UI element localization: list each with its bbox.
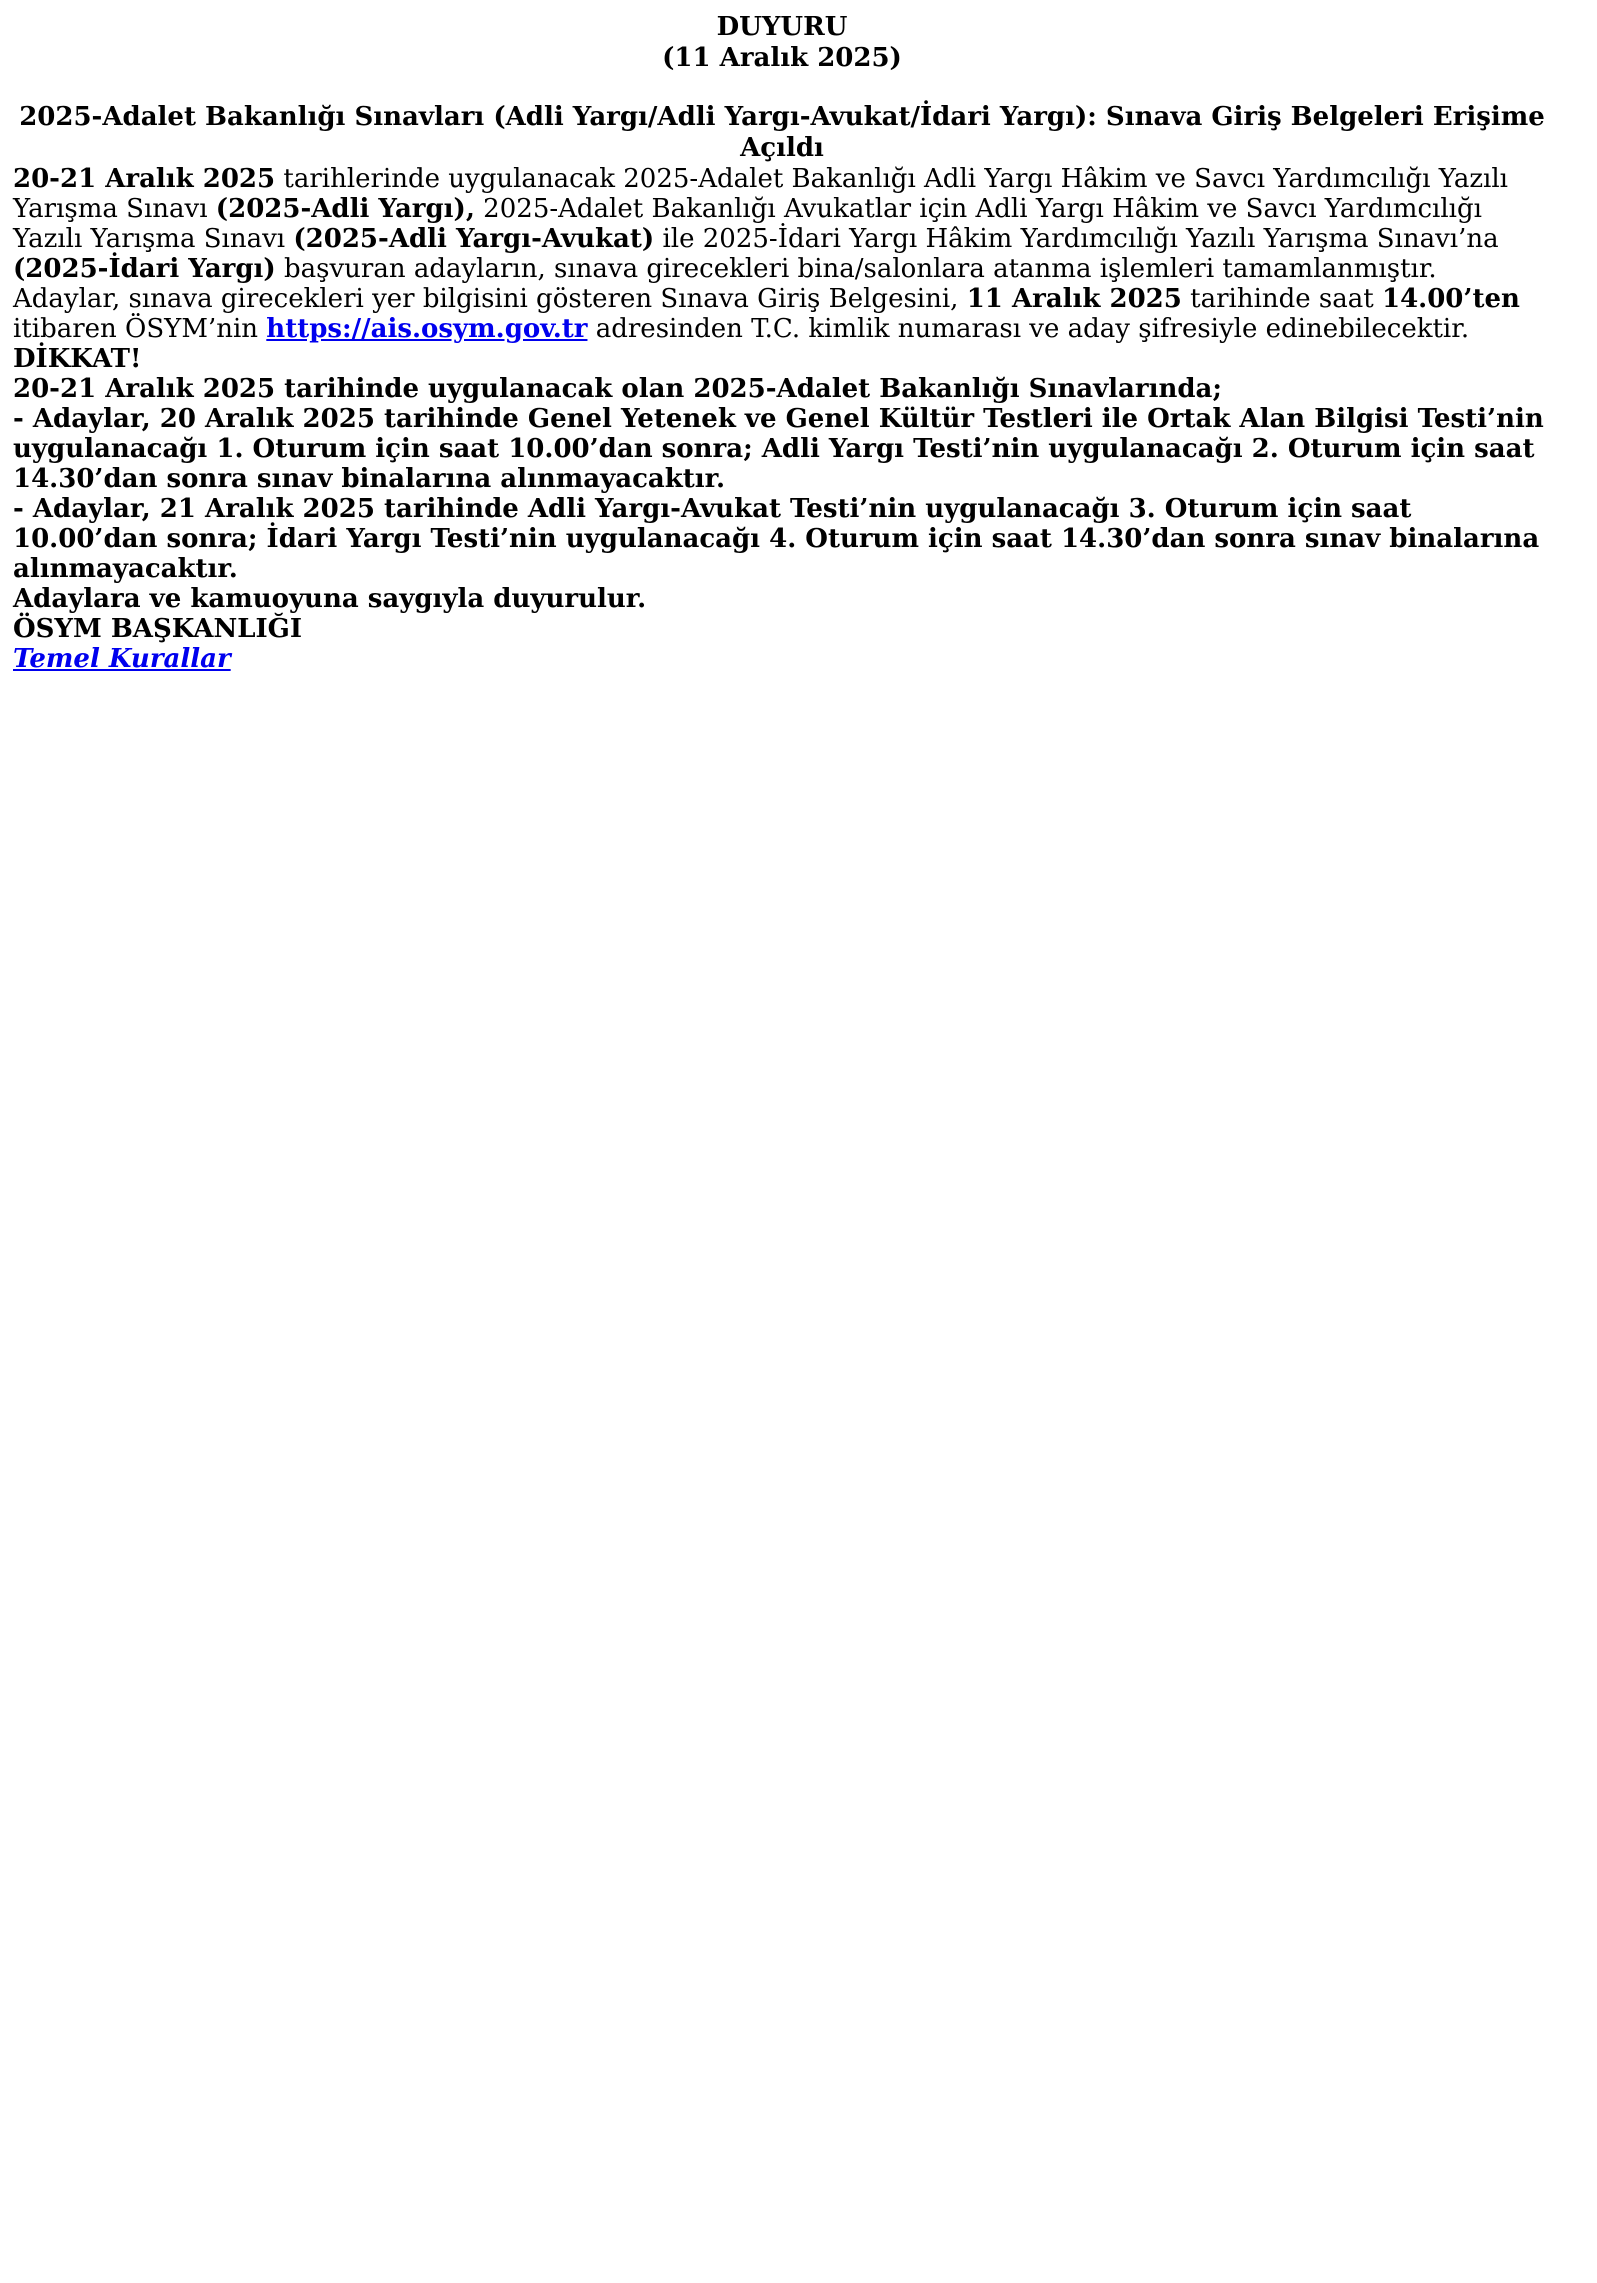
rule-day-1: - Adaylar, 20 Aralık 2025 tarihinde Genel Yetenek ve Genel Kültür Testleri ile Ortak Alan Bilgisi Testi’nin uygulanacağı 1. Oturum için saat 10.00’dan sonra; Adli Yargı Testi’nin uygulanacağı 2. Oturum için saat 14.30’dan sonra sınav binalarına alınmayacaktır.	[13, 404, 1544, 494]
announcement-title: DUYURU	[716, 12, 848, 42]
para1-text-3: ile 2025-İdari Yargı Hâkim Yardımcılığı Yazılı Yarışma Sınavı’na	[654, 224, 1499, 254]
para1-text-2: 2025-Adalet Bakanlığı Avukatlar için Adli Yargı Hâkim ve Savcı Yardımcılığı Yazılı Yarışma Sınavı	[13, 194, 1482, 254]
announcement-page	[13, 12, 1551, 674]
closing-statement: Adaylara ve kamuoyuna saygıyla duyurulur.	[13, 584, 647, 614]
exam-dates: 20-21 Aralık 2025	[13, 164, 276, 194]
temel-kurallar-link[interactable]: Temel Kurallar	[13, 644, 231, 674]
announcement-date: (11 Aralık 2025)	[662, 43, 902, 73]
para1-text-1: tarihlerinde uygulanacak 2025-Adalet Bakanlığı Adli Yargı Hâkim ve Savcı Yardımcılığı Yazılı Yarışma Sınavı	[13, 164, 1508, 224]
announcement-subject: 2025-Adalet Bakanlığı Sınavları (Adli Yargı/Adli Yargı-Avukat/İdari Yargı): Sınava Giriş Belgeleri Erişime Açıldı	[19, 102, 1545, 163]
paragraph-entry-document	[13, 284, 1551, 344]
para2-text-3: itibaren ÖSYM’nin	[13, 314, 267, 344]
signature: ÖSYM BAŞKANLIĞI	[13, 614, 303, 644]
exam-code-idari: (2025-İdari Yargı)	[13, 254, 276, 284]
rules-intro: 20-21 Aralık 2025 tarihinde uygulanacak olan 2025-Adalet Bakanlığı Sınavlarında;	[13, 374, 1222, 404]
para1-text-4: başvuran adayların, sınava girecekleri bina/salonlara atanma işlemleri tamamlanmıştır.	[275, 254, 1437, 284]
rule-day-2: - Adaylar, 21 Aralık 2025 tarihinde Adli Yargı-Avukat Testi’nin uygulanacağı 3. Oturum için saat 10.00’dan sonra; İdari Yargı Testi’nin uygulanacağı 4. Oturum için saat 14.30’dan sonra sınav binalarına alınmayacaktır.	[13, 494, 1540, 584]
exam-code-avukat: (2025-Adli Yargı-Avukat)	[293, 224, 655, 254]
exam-code-adli: (2025-Adli Yargı),	[215, 194, 475, 224]
access-time: 14.00’ten	[1381, 284, 1520, 314]
para2-text-4: adresinden T.C. kimlik numarası ve aday şifresiyle edinebilecektir.	[587, 314, 1470, 344]
para2-text-1: Adaylar, sınava girecekleri yer bilgisini gösteren Sınava Giriş Belgesini,	[13, 284, 967, 314]
para2-text-2: tarihinde saat	[1181, 284, 1382, 314]
attention-heading: DİKKAT!	[13, 344, 142, 374]
paragraph-assignment	[13, 164, 1551, 284]
access-date: 11 Aralık 2025	[966, 284, 1182, 314]
ais-osym-link[interactable]: https://ais.osym.gov.tr	[266, 314, 588, 344]
rules-link-wrapper	[13, 644, 1551, 674]
announcement-header	[13, 12, 1551, 74]
